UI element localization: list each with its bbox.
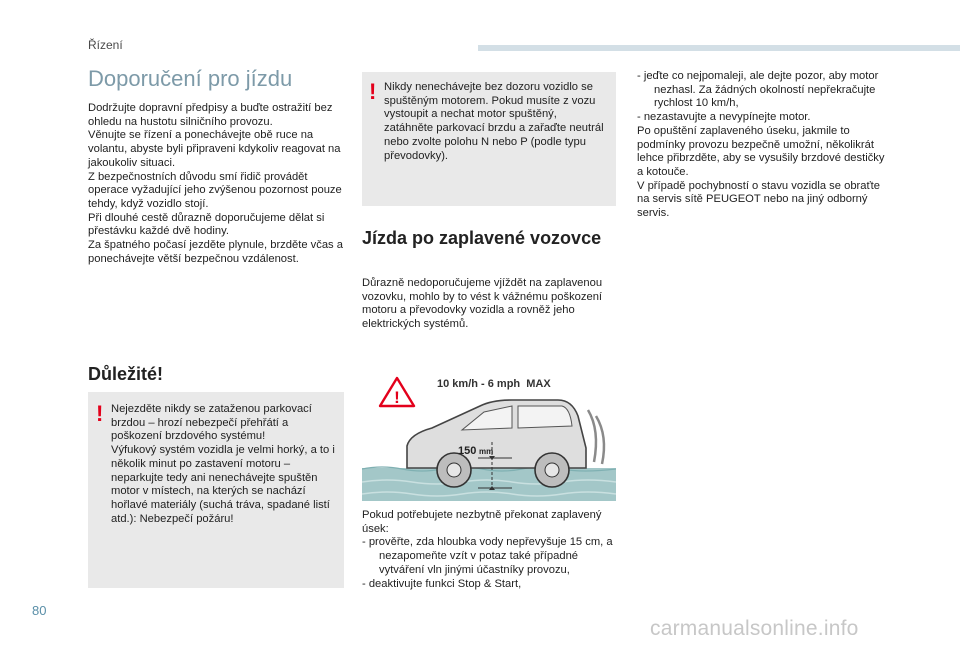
flood-instructions bbox=[362, 509, 616, 591]
car-window bbox=[518, 406, 572, 428]
water-area bbox=[362, 468, 616, 501]
warning-paragraph: Nejezděte nikdy se zataženou parkovací brzdou – hrozí nebezpečí přehřátí a poškození brzdového systému! bbox=[111, 403, 312, 443]
flood-illustration bbox=[362, 370, 616, 501]
header-bar bbox=[478, 45, 960, 51]
speed-limit-label: 10 km/h - 6 mph MAX bbox=[437, 378, 551, 390]
advice-paragraph: Za špatného počasí jezděte plynule, brzděte včas a ponechávejte větší bezpečnou vzdálenost. bbox=[88, 239, 343, 265]
depth-value-label: 150 bbox=[458, 445, 477, 457]
section-label: Řízení bbox=[88, 38, 123, 52]
engine-warning-box bbox=[362, 72, 616, 206]
instructions-intro: Pokud potřebujete nezbytně překonat zaplavený úsek: bbox=[362, 509, 602, 535]
page-title: Doporučení pro jízdu bbox=[88, 66, 293, 91]
warning-triangle-glyph: ! bbox=[394, 388, 400, 407]
engine-warning-text: Nikdy nenechávejte bez dozoru vozidlo se spuštěným motorem. Pokud musíte z vozu vystoupit a nechat motor spuštěný, zatáhněte parkovací brzdu a zařaďte neutrál nebo zvolte polohu N nebo P (podle typu převodovky). bbox=[384, 81, 604, 162]
flood-heading: Jízda po zaplavené vozovce bbox=[362, 228, 602, 248]
after-flood-paragraph: Po opuštění zaplaveného úseku, jakmile to podmínky provozu bezpečně umožní, několikrát lehce přibrzděte, aby se vysušily brzdové destičky a kotouče. bbox=[637, 124, 885, 178]
right-column-text bbox=[637, 70, 887, 221]
advice-paragraph: Dodržujte dopravní předpisy a buďte ostražití bez ohledu na hustotu silničního provozu. bbox=[88, 102, 333, 128]
instruction-item: - jeďte co nejpomaleji, ale dejte pozor, aby motor nezhasl. Za žádných okolností nepřekračujte rychlost 10 km/h, bbox=[637, 70, 879, 110]
motion-lines bbox=[588, 410, 604, 464]
warning-exclamation-icon: ! bbox=[96, 401, 104, 426]
page-number: 80 bbox=[32, 603, 47, 618]
important-warning-text bbox=[111, 403, 339, 526]
watermark: carmanualsonline.info bbox=[650, 617, 859, 640]
flood-intro-text: Důrazně nedoporučujeme vjíždět na zaplavenou vozovku, mohlo by to vést k vážnému poškození motoru a převodovky vozidla a rovněž jeho elektrických systémů. bbox=[362, 277, 603, 331]
important-heading: Důležité! bbox=[88, 364, 164, 384]
instruction-item: - nezastavujte a nevypínejte motor. bbox=[637, 111, 811, 124]
important-warning-box bbox=[88, 392, 344, 588]
instruction-item: - prověřte, zda hloubka vody nepřevyšuje 15 cm, a nezapomeňte vzít v potaz také případné vytváření vln jinými účastníky provozu, bbox=[362, 536, 613, 576]
advice-paragraph: Z bezpečnostních důvodu smí řidič provádět operace vyžadující jeho zvýšenou pozornost pouze tehdy, když vozidlo stojí. bbox=[88, 170, 342, 210]
flooded-car-drawing bbox=[362, 370, 616, 501]
advice-paragraph: Při dlouhé cestě důrazně doporučujeme dělat si přestávku každé dvě hodiny. bbox=[88, 211, 325, 238]
depth-unit-label: mm bbox=[479, 447, 494, 456]
service-paragraph: V případě pochybností o stavu vozidla se obraťte na servis sítě PEUGEOT nebo na jiný odborný servis. bbox=[637, 179, 881, 220]
advice-paragraph: Věnujte se řízení a ponechávejte obě ruce na volantu, abyste byli připraveni kdykoliv reagovat na jakoukoliv situaci. bbox=[88, 129, 341, 169]
instruction-item: - deaktivujte funkci Stop & Start, bbox=[362, 577, 522, 590]
warning-paragraph: Výfukový systém vozidla je velmi horký, a to i několik minut po zastavení motoru – neparkujte tedy ani nenechávejte spuštěn motor v místech, na kterých se nachází hořlavé materiály (suchá tráva, spadané listí atd.): Nebezpečí požáru! bbox=[111, 444, 335, 525]
driving-advice-text bbox=[88, 102, 346, 266]
warning-exclamation-icon: ! bbox=[369, 79, 377, 104]
